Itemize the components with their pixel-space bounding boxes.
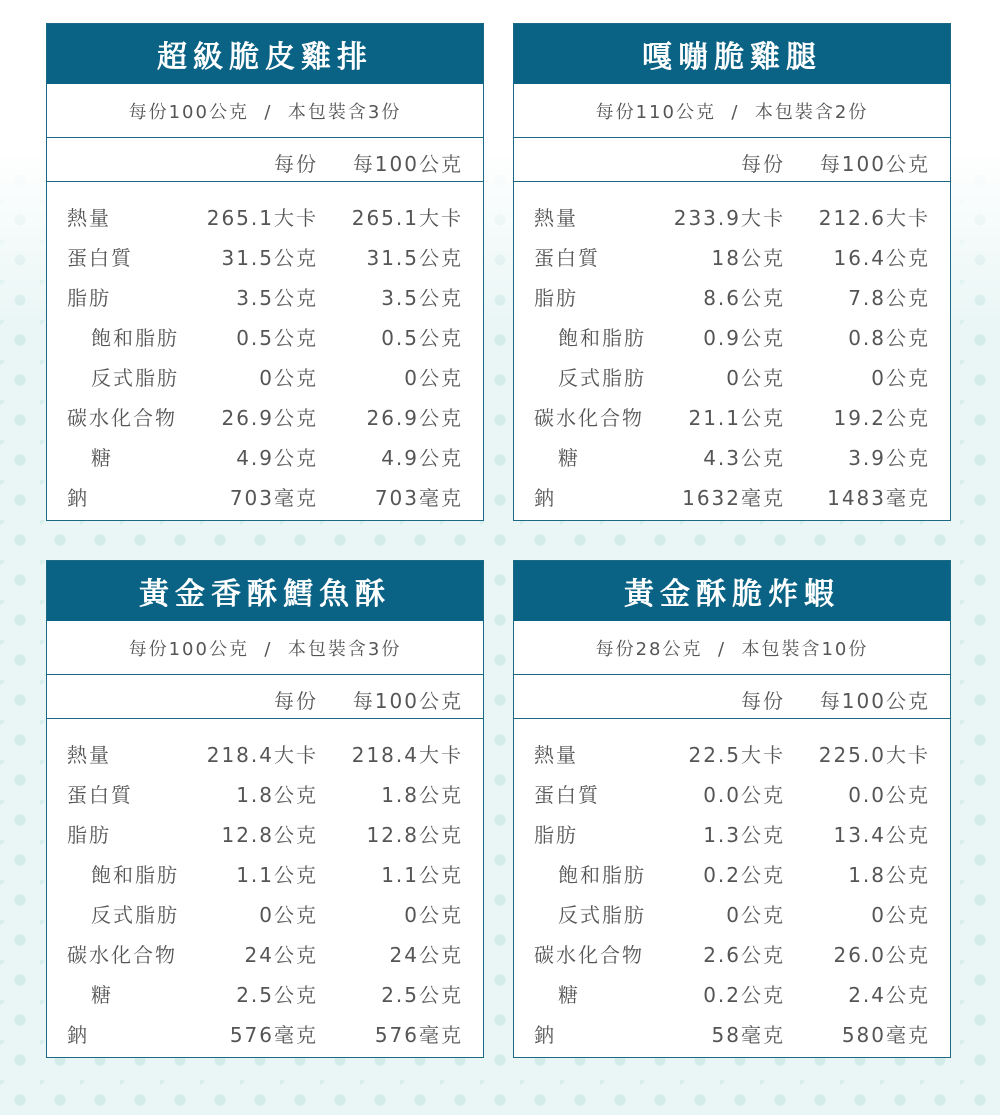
nutrient-row: [47, 395, 483, 435]
per-100g-value: 0.0公克: [848, 783, 930, 807]
nutrient-label: 碳水化合物: [534, 406, 644, 430]
per-100g-value: 2.4公克: [848, 983, 930, 1007]
nutrient-row: [47, 275, 483, 315]
per-100g-value: 0.8公克: [848, 326, 930, 350]
per-serving-value: 2.5公克: [236, 983, 318, 1007]
nutrient-label: 飽和脂肪: [91, 863, 179, 887]
per-100g-value: 265.1大卡: [351, 206, 463, 230]
per-100g-value: 0.5公克: [381, 326, 463, 350]
per-100g-value: 0公克: [871, 366, 930, 390]
column-header-row: [514, 675, 950, 719]
per-serving-value: 21.1公克: [688, 406, 785, 430]
nutrient-row: [514, 932, 950, 972]
per-100g-header: 每100公克: [352, 152, 463, 176]
per-100g-header: 每100公克: [819, 152, 930, 176]
nutrient-row: [47, 932, 483, 972]
per-100g-header: 每100公克: [352, 689, 463, 713]
per-100g-value: 1.8公克: [848, 863, 930, 887]
nutrient-label: 脂肪: [67, 823, 111, 847]
nutrient-row: [47, 1012, 483, 1052]
nutrient-row: [514, 195, 950, 235]
per-100g-value: 218.4大卡: [351, 743, 463, 767]
nutrient-label: 鈉: [534, 1023, 556, 1047]
per-100g-value: 31.5公克: [366, 246, 463, 270]
nutrient-label: 糖: [91, 446, 113, 470]
per-serving-value: 4.9公克: [236, 446, 318, 470]
per-serving-value: 0.2公克: [703, 863, 785, 887]
nutrient-row: [514, 812, 950, 852]
nutrient-label: 脂肪: [534, 286, 578, 310]
per-100g-header: 每100公克: [819, 689, 930, 713]
nutrient-label: 糖: [91, 983, 113, 1007]
per-serving-value: 0.2公克: [703, 983, 785, 1007]
per-serving-value: 1632毫克: [682, 486, 785, 510]
per-serving-value: 58毫克: [711, 1023, 785, 1047]
nutrient-label: 碳水化合物: [534, 943, 644, 967]
nutrient-row: [514, 475, 950, 515]
per-100g-value: 580毫克: [841, 1023, 930, 1047]
per-serving-value: 233.9大卡: [673, 206, 785, 230]
per-serving-value: 0.5公克: [236, 326, 318, 350]
per-100g-value: 0公克: [404, 903, 463, 927]
per-serving-value: 2.6公克: [703, 943, 785, 967]
nutrient-list: [514, 719, 950, 1052]
per-100g-value: 225.0大卡: [818, 743, 930, 767]
nutrient-row: [47, 972, 483, 1012]
nutrient-label: 熱量: [67, 743, 111, 767]
nutrient-row: [514, 235, 950, 275]
nutrient-label: 熱量: [534, 206, 578, 230]
nutrient-row: [514, 772, 950, 812]
nutrient-row: [47, 435, 483, 475]
nutrient-list: [47, 182, 483, 515]
per-100g-value: 16.4公克: [833, 246, 930, 270]
per-serving-value: 0.9公克: [703, 326, 785, 350]
nutrient-label: 蛋白質: [534, 246, 600, 270]
per-serving-value: 265.1大卡: [206, 206, 318, 230]
nutrient-label: 蛋白質: [67, 246, 133, 270]
nutrient-label: 鈉: [67, 1023, 89, 1047]
nutrient-row: [514, 315, 950, 355]
nutrient-row: [47, 235, 483, 275]
per-100g-value: 0公克: [404, 366, 463, 390]
nutrient-label: 糖: [558, 983, 580, 1007]
nutrient-row: [514, 355, 950, 395]
nutrient-label: 反式脂肪: [558, 903, 646, 927]
nutrient-row: [47, 812, 483, 852]
nutrition-panel: [46, 560, 484, 1058]
per-100g-value: 13.4公克: [833, 823, 930, 847]
nutrient-label: 鈉: [67, 486, 89, 510]
per-serving-value: 218.4大卡: [206, 743, 318, 767]
per-100g-value: 12.8公克: [366, 823, 463, 847]
per-serving-value: 0公克: [259, 903, 318, 927]
per-serving-value: 1.3公克: [703, 823, 785, 847]
per-serving-header: 每份: [741, 689, 785, 713]
per-serving-value: 3.5公克: [236, 286, 318, 310]
nutrient-row: [514, 435, 950, 475]
per-serving-header: 每份: [741, 152, 785, 176]
per-100g-value: 1483毫克: [827, 486, 930, 510]
nutrient-label: 蛋白質: [67, 783, 133, 807]
per-serving-value: 0公克: [726, 366, 785, 390]
per-100g-value: 3.5公克: [381, 286, 463, 310]
per-100g-value: 0公克: [871, 903, 930, 927]
nutrient-row: [47, 732, 483, 772]
per-serving-value: 12.8公克: [221, 823, 318, 847]
per-100g-value: 2.5公克: [381, 983, 463, 1007]
per-100g-value: 576毫克: [374, 1023, 463, 1047]
per-serving-header: 每份: [274, 152, 318, 176]
column-header-row: [47, 138, 483, 182]
per-serving-value: 26.9公克: [221, 406, 318, 430]
panel-title: 黃金酥脆炸蝦: [514, 561, 950, 621]
nutrition-panel: [513, 23, 951, 521]
nutrient-row: [514, 892, 950, 932]
nutrient-label: 糖: [558, 446, 580, 470]
per-serving-value: 31.5公克: [221, 246, 318, 270]
serving-info: 每份100公克 / 本包裝含3份: [47, 84, 483, 138]
per-100g-value: 1.8公克: [381, 783, 463, 807]
nutrient-list: [514, 182, 950, 515]
nutrient-row: [47, 852, 483, 892]
nutrient-label: 熱量: [534, 743, 578, 767]
nutrient-row: [47, 892, 483, 932]
nutrient-label: 飽和脂肪: [558, 326, 646, 350]
per-100g-value: 212.6大卡: [818, 206, 930, 230]
per-serving-value: 1.8公克: [236, 783, 318, 807]
nutrient-label: 反式脂肪: [91, 903, 179, 927]
nutrient-row: [514, 732, 950, 772]
per-100g-value: 3.9公克: [848, 446, 930, 470]
per-serving-value: 18公克: [711, 246, 785, 270]
panel-title: 超級脆皮雞排: [47, 24, 483, 84]
column-header-row: [514, 138, 950, 182]
nutrient-row: [47, 195, 483, 235]
per-serving-value: 576毫克: [229, 1023, 318, 1047]
panel-title: 黃金香酥鱈魚酥: [47, 561, 483, 621]
nutrient-row: [514, 1012, 950, 1052]
per-serving-value: 24公克: [244, 943, 318, 967]
per-serving-value: 703毫克: [229, 486, 318, 510]
nutrient-label: 反式脂肪: [558, 366, 646, 390]
panel-title: 嘎嘣脆雞腿: [514, 24, 950, 84]
per-serving-value: 0公克: [259, 366, 318, 390]
per-100g-value: 26.0公克: [833, 943, 930, 967]
serving-info: 每份110公克 / 本包裝含2份: [514, 84, 950, 138]
nutrient-label: 脂肪: [534, 823, 578, 847]
nutrient-list: [47, 719, 483, 1052]
per-serving-value: 8.6公克: [703, 286, 785, 310]
per-100g-value: 4.9公克: [381, 446, 463, 470]
column-header-row: [47, 675, 483, 719]
serving-info: 每份28公克 / 本包裝含10份: [514, 621, 950, 675]
per-100g-value: 703毫克: [374, 486, 463, 510]
nutrient-row: [514, 852, 950, 892]
nutrient-label: 碳水化合物: [67, 943, 177, 967]
nutrition-panel: [513, 560, 951, 1058]
nutrient-label: 鈉: [534, 486, 556, 510]
nutrition-panel: [46, 23, 484, 521]
nutrient-label: 飽和脂肪: [91, 326, 179, 350]
nutrient-row: [47, 772, 483, 812]
nutrient-label: 碳水化合物: [67, 406, 177, 430]
per-serving-value: 22.5大卡: [688, 743, 785, 767]
per-100g-value: 19.2公克: [833, 406, 930, 430]
serving-info: 每份100公克 / 本包裝含3份: [47, 621, 483, 675]
nutrient-row: [47, 355, 483, 395]
nutrient-row: [514, 395, 950, 435]
per-serving-header: 每份: [274, 689, 318, 713]
nutrient-row: [47, 475, 483, 515]
nutrient-label: 反式脂肪: [91, 366, 179, 390]
per-100g-value: 24公克: [389, 943, 463, 967]
per-serving-value: 0公克: [726, 903, 785, 927]
nutrient-label: 飽和脂肪: [558, 863, 646, 887]
per-100g-value: 7.8公克: [848, 286, 930, 310]
nutrient-row: [47, 315, 483, 355]
nutrient-label: 脂肪: [67, 286, 111, 310]
per-serving-value: 0.0公克: [703, 783, 785, 807]
nutrient-row: [514, 972, 950, 1012]
nutrient-label: 蛋白質: [534, 783, 600, 807]
per-serving-value: 4.3公克: [703, 446, 785, 470]
nutrient-row: [514, 275, 950, 315]
nutrient-label: 熱量: [67, 206, 111, 230]
per-100g-value: 26.9公克: [366, 406, 463, 430]
per-serving-value: 1.1公克: [236, 863, 318, 887]
per-100g-value: 1.1公克: [381, 863, 463, 887]
